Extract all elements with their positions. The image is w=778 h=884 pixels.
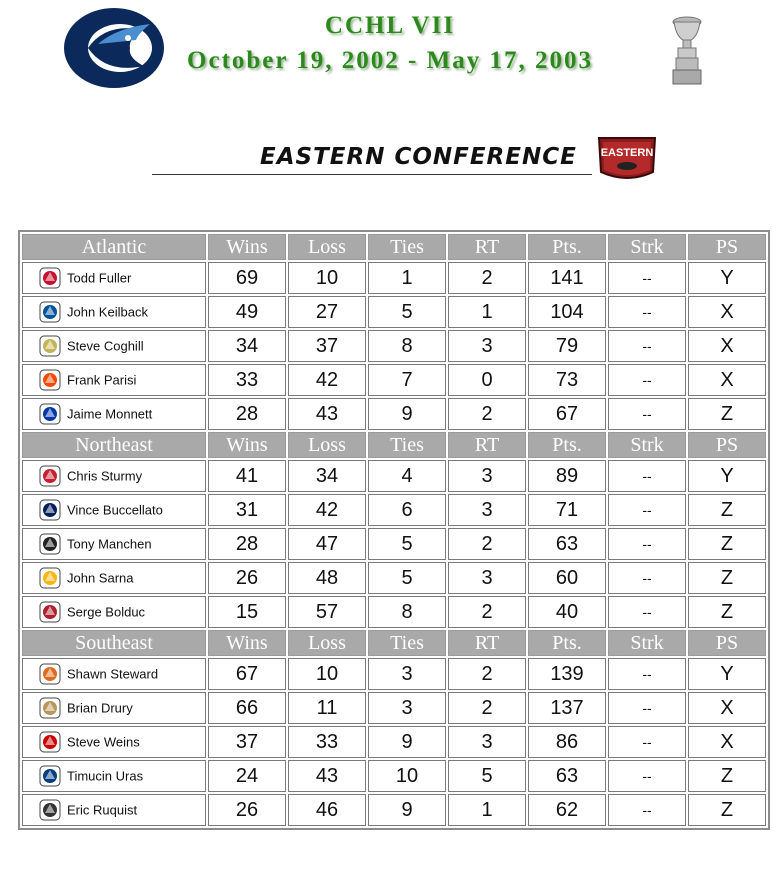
- season-dates: October 19, 2002 - May 17, 2003: [187, 47, 593, 74]
- stat-wins: 31: [208, 494, 286, 526]
- stat-ps: Z: [688, 398, 766, 430]
- rangers-logo-icon: [39, 403, 61, 425]
- penguins-logo-icon: [39, 335, 61, 357]
- division-name: Southeast: [22, 630, 206, 656]
- stat-ps: X: [688, 692, 766, 724]
- column-header-loss: Loss: [288, 234, 366, 260]
- stat-rt: 0: [448, 364, 526, 396]
- stat-ties: 4: [368, 460, 446, 492]
- stat-ps: Y: [688, 460, 766, 492]
- stat-wins: 69: [208, 262, 286, 294]
- column-header-wins: Wins: [208, 234, 286, 260]
- stat-ps: Z: [688, 760, 766, 792]
- thrashers-logo-icon: [39, 799, 61, 821]
- column-header-pts: Pts.: [528, 234, 606, 260]
- stat-strk: --: [608, 296, 686, 328]
- division-header-row: [22, 630, 766, 656]
- devils-logo-icon: [39, 267, 61, 289]
- league-title: CCHL VII: [324, 12, 456, 39]
- stat-ps: Y: [688, 658, 766, 690]
- islanders-logo-icon: [39, 301, 61, 323]
- stat-ties: 6: [368, 494, 446, 526]
- player-name: Todd Fuller: [67, 270, 132, 286]
- stat-loss: 42: [288, 364, 366, 396]
- player-cell: [22, 528, 206, 560]
- player-name: Jaime Monnett: [67, 406, 153, 422]
- stat-ps: Z: [688, 494, 766, 526]
- player-cell: [22, 296, 206, 328]
- stat-pts: 60: [528, 562, 606, 594]
- eastern-conference-badge-icon: [593, 132, 661, 184]
- title-underline: [152, 174, 592, 175]
- stat-strk: --: [608, 794, 686, 826]
- stat-pts: 67: [528, 398, 606, 430]
- player-name: Brian Drury: [67, 700, 133, 716]
- player-name: Steve Weins: [67, 734, 140, 750]
- stat-ties: 9: [368, 794, 446, 826]
- player-name: Steve Coghill: [67, 338, 144, 354]
- player-name: Tony Manchen: [67, 536, 152, 552]
- stat-pts: 137: [528, 692, 606, 724]
- stat-pts: 86: [528, 726, 606, 758]
- stat-strk: --: [608, 726, 686, 758]
- stat-strk: --: [608, 528, 686, 560]
- stat-rt: 2: [448, 658, 526, 690]
- player-cell: [22, 596, 206, 628]
- stat-pts: 104: [528, 296, 606, 328]
- stat-loss: 47: [288, 528, 366, 560]
- sabres-logo-icon: [39, 533, 61, 555]
- stat-strk: --: [608, 460, 686, 492]
- stat-rt: 3: [448, 330, 526, 362]
- stat-ties: 8: [368, 596, 446, 628]
- stat-rt: 3: [448, 460, 526, 492]
- stat-rt: 3: [448, 494, 526, 526]
- stat-ties: 8: [368, 330, 446, 362]
- column-header-ps: PS: [688, 630, 766, 656]
- stat-loss: 43: [288, 760, 366, 792]
- player-name: John Sarna: [67, 570, 134, 586]
- column-header-strk: Strk: [608, 234, 686, 260]
- player-name: Serge Bolduc: [67, 604, 146, 620]
- stat-strk: --: [608, 330, 686, 362]
- table-row: [22, 658, 766, 690]
- division-header-row: [22, 432, 766, 458]
- player-cell: [22, 562, 206, 594]
- stat-loss: 48: [288, 562, 366, 594]
- stat-ties: 3: [368, 692, 446, 724]
- column-header-ties: Ties: [368, 234, 446, 260]
- player-cell: [22, 364, 206, 396]
- stat-strk: --: [608, 658, 686, 690]
- stat-wins: 34: [208, 330, 286, 362]
- stat-loss: 37: [288, 330, 366, 362]
- bruins-logo-icon: [39, 567, 61, 589]
- player-cell: [22, 794, 206, 826]
- column-header-rt: RT: [448, 234, 526, 260]
- flames-logo-icon: [39, 663, 61, 685]
- stat-strk: --: [608, 596, 686, 628]
- column-header-loss: Loss: [288, 630, 366, 656]
- stat-loss: 57: [288, 596, 366, 628]
- stat-ties: 9: [368, 398, 446, 430]
- conference-title: EASTERN CONFERENCE: [260, 144, 577, 170]
- player-cell: [22, 494, 206, 526]
- stat-rt: 3: [448, 562, 526, 594]
- table-row: [22, 460, 766, 492]
- stat-ties: 5: [368, 528, 446, 560]
- stat-wins: 67: [208, 658, 286, 690]
- player-cell: [22, 460, 206, 492]
- player-name: Frank Parisi: [67, 372, 137, 388]
- stat-ties: 5: [368, 296, 446, 328]
- column-header-rt: RT: [448, 432, 526, 458]
- column-header-ties: Ties: [368, 630, 446, 656]
- flyers-logo-icon: [39, 369, 61, 391]
- column-header-pts: Pts.: [528, 630, 606, 656]
- stat-ties: 5: [368, 562, 446, 594]
- table-row: [22, 330, 766, 362]
- stat-ties: 7: [368, 364, 446, 396]
- senators-logo-icon: [39, 465, 61, 487]
- maple-leafs-logo-icon: [39, 499, 61, 521]
- stat-rt: 1: [448, 794, 526, 826]
- stat-ps: Z: [688, 562, 766, 594]
- table-row: [22, 596, 766, 628]
- stanley-cup-icon: [666, 16, 708, 86]
- stat-loss: 33: [288, 726, 366, 758]
- player-name: John Keilback: [67, 304, 148, 320]
- column-header-strk: Strk: [608, 432, 686, 458]
- stat-wins: 33: [208, 364, 286, 396]
- stat-pts: 62: [528, 794, 606, 826]
- table-row: [22, 398, 766, 430]
- table-row: [22, 726, 766, 758]
- stat-ties: 9: [368, 726, 446, 758]
- stat-wins: 41: [208, 460, 286, 492]
- column-header-loss: Loss: [288, 432, 366, 458]
- division-name: Atlantic: [22, 234, 206, 260]
- stat-strk: --: [608, 562, 686, 594]
- stat-loss: 27: [288, 296, 366, 328]
- stat-wins: 66: [208, 692, 286, 724]
- stat-rt: 2: [448, 528, 526, 560]
- stat-wins: 49: [208, 296, 286, 328]
- stat-loss: 11: [288, 692, 366, 724]
- stat-loss: 43: [288, 398, 366, 430]
- table-row: [22, 494, 766, 526]
- stat-wins: 28: [208, 398, 286, 430]
- canadiens-logo-icon: [39, 601, 61, 623]
- stat-strk: --: [608, 364, 686, 396]
- stat-strk: --: [608, 692, 686, 724]
- stat-pts: 40: [528, 596, 606, 628]
- stat-wins: 37: [208, 726, 286, 758]
- player-cell: [22, 658, 206, 690]
- column-header-ps: PS: [688, 234, 766, 260]
- stat-rt: 2: [448, 262, 526, 294]
- column-header-pts: Pts.: [528, 432, 606, 458]
- stat-pts: 73: [528, 364, 606, 396]
- stat-ps: Z: [688, 528, 766, 560]
- stat-rt: 3: [448, 726, 526, 758]
- table-row: [22, 528, 766, 560]
- player-name: Shawn Steward: [67, 666, 159, 682]
- division-name: Northeast: [22, 432, 206, 458]
- stat-rt: 2: [448, 398, 526, 430]
- stat-wins: 15: [208, 596, 286, 628]
- table-row: [22, 692, 766, 724]
- stat-strk: --: [608, 262, 686, 294]
- stat-ps: X: [688, 364, 766, 396]
- stat-pts: 89: [528, 460, 606, 492]
- player-cell: [22, 262, 206, 294]
- player-name: Eric Ruquist: [67, 802, 138, 818]
- table-row: [22, 296, 766, 328]
- stat-ties: 10: [368, 760, 446, 792]
- stat-ps: Z: [688, 794, 766, 826]
- stat-pts: 63: [528, 760, 606, 792]
- player-cell: [22, 726, 206, 758]
- stat-ps: X: [688, 296, 766, 328]
- column-header-strk: Strk: [608, 630, 686, 656]
- stat-ps: X: [688, 330, 766, 362]
- stat-rt: 1: [448, 296, 526, 328]
- column-header-ties: Ties: [368, 432, 446, 458]
- stat-rt: 2: [448, 692, 526, 724]
- stat-rt: 5: [448, 760, 526, 792]
- stat-wins: 28: [208, 528, 286, 560]
- stat-ps: Z: [688, 596, 766, 628]
- stat-ties: 3: [368, 658, 446, 690]
- table-row: [22, 794, 766, 826]
- stat-strk: --: [608, 398, 686, 430]
- stat-ties: 1: [368, 262, 446, 294]
- stat-loss: 42: [288, 494, 366, 526]
- player-cell: [22, 398, 206, 430]
- hurricanes-logo-icon: [39, 731, 61, 753]
- player-cell: [22, 692, 206, 724]
- stat-strk: --: [608, 494, 686, 526]
- column-header-wins: Wins: [208, 630, 286, 656]
- stat-pts: 141: [528, 262, 606, 294]
- stat-wins: 24: [208, 760, 286, 792]
- stat-ps: X: [688, 726, 766, 758]
- stat-loss: 34: [288, 460, 366, 492]
- stat-wins: 26: [208, 794, 286, 826]
- stat-wins: 26: [208, 562, 286, 594]
- stat-ps: Y: [688, 262, 766, 294]
- player-name: Chris Sturmy: [67, 468, 143, 484]
- stat-rt: 2: [448, 596, 526, 628]
- table-row: [22, 364, 766, 396]
- player-name: Timucin Uras: [67, 768, 144, 784]
- stat-pts: 71: [528, 494, 606, 526]
- stat-loss: 10: [288, 262, 366, 294]
- player-name: Vince Buccellato: [67, 502, 163, 518]
- stat-strk: --: [608, 760, 686, 792]
- player-cell: [22, 330, 206, 362]
- lightning-logo-icon: [39, 765, 61, 787]
- stat-loss: 10: [288, 658, 366, 690]
- standings-table: [18, 230, 770, 830]
- table-row: [22, 262, 766, 294]
- stat-pts: 139: [528, 658, 606, 690]
- column-header-rt: RT: [448, 630, 526, 656]
- stat-pts: 79: [528, 330, 606, 362]
- division-header-row: [22, 234, 766, 260]
- column-header-ps: PS: [688, 432, 766, 458]
- stat-loss: 46: [288, 794, 366, 826]
- panthers-logo-icon: [39, 697, 61, 719]
- table-row: [22, 760, 766, 792]
- player-cell: [22, 760, 206, 792]
- stat-pts: 63: [528, 528, 606, 560]
- eastern-badge-text: EASTERN: [600, 147, 654, 159]
- column-header-wins: Wins: [208, 432, 286, 458]
- table-row: [22, 562, 766, 594]
